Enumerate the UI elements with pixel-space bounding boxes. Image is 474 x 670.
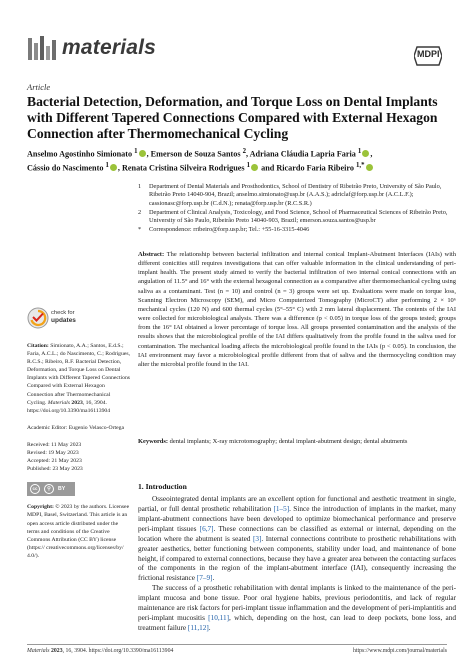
citation-link[interactable]: [6,7]	[199, 524, 214, 533]
editor-block	[27, 424, 131, 432]
orcid-icon[interactable]	[366, 164, 373, 171]
affiliation-mark: 2	[138, 208, 142, 216]
paragraph-text: Osseointegrated dental implants are an excellent option for functional and aesthetic treatment in single, partial, or full dental prosthetic rehabilitation	[138, 495, 456, 513]
cc-by-label: BY	[58, 486, 66, 493]
publisher-name: MDPI	[417, 49, 440, 59]
received-date: Received: 11 May 2023	[27, 441, 82, 448]
check-updates-icon	[27, 307, 49, 329]
cc-icon: cc	[30, 484, 40, 494]
person-icon: ⚲	[44, 484, 54, 494]
paragraph-text: .	[208, 623, 211, 632]
footer-journal: Materials	[27, 648, 50, 654]
author-affil-mark: 1	[134, 148, 138, 155]
orcid-icon[interactable]	[110, 164, 117, 171]
published-date: Published: 23 May 2023	[27, 466, 83, 473]
affiliation-mark: *	[138, 226, 142, 234]
journal-url-link[interactable]: https://www.mdpi.com/journal/materials	[353, 648, 447, 654]
paragraph	[138, 584, 456, 634]
revised-date: Revised: 19 May 2023	[27, 450, 79, 457]
author-list: Anselmo Agostinho Simionato $^1$ , Emerson de Souza Santos $^2$, Adriana Cláudia Lapria Faria $^1$ , Cássio do Nascimento $^1$ , Renata Cristina Silveira Rodrigues $^1$ and Ricardo Faria Ribeiro $^{1,*}$	[27, 148, 373, 173]
author-affil-mark: 1	[105, 162, 109, 170]
author-name[interactable]: Cássio do Nascimento	[27, 163, 106, 173]
author-name[interactable]: , Emerson de Souza Santos	[146, 149, 243, 159]
copyright-label: Copyright:	[27, 504, 54, 511]
paragraph-text: .	[212, 574, 215, 583]
accepted-date: Accepted: 21 May 2023	[27, 458, 82, 465]
orcid-icon[interactable]	[251, 164, 258, 171]
citation-link[interactable]: [10,11]	[208, 614, 230, 623]
orcid-icon[interactable]	[362, 150, 369, 157]
footer-divider	[27, 644, 447, 645]
copyright-text: © 2023 by the authors. Licensee MDPI, Basel, Switzerland. This article is an open access article distributed under the terms and conditions of the Creative Commons Attribution (CC BY) license (https:// creativecommons.org/licenses/by/ 4.0/).	[27, 504, 130, 559]
academic-editor: Academic Editor: Eugenio Velasco-Ortega	[27, 424, 125, 431]
author-affil-mark: 1,*	[356, 162, 365, 170]
abstract	[138, 250, 456, 369]
paragraph	[138, 495, 456, 584]
abstract-text: The relationship between bacterial infiltration and internal conical Implant-Abutment Interfaces (IAIs) with different conicities still requires investigations that can offer valuable information in the clinical understanding of peri-implant health. The present study aimed to verify the bacterial infiltration of two internal conical connections with an angulation of 11.5° and 16° with the external hexagonal connection as a comparative after thermomechanical cycling using saliva as a contaminant. Test (n = 10) and control (n = 3) groups were set up. Evaluations were made on torque loss, Scanning Electron Microscopy (SEM), and Micro Computerized Tomography (MicroCT) after performing 2 × 10⁶ mechanical cycles (120 N) and 600 thermal cycles (5°–55° C) with 2 mm lateral displacement. The contents of the IAI were collected for microbiological analysis. There was a difference (p < 0.05) in torque loss of the groups tested; groups from the 16° IAI obtained a lower percentage of torque loss. All groups presented contamination and the analysis of the results shows that the microbiological profile of the IAI differs qualitatively from the profile found in the saliva used for contamination. The mechanical loading affects the microbiological profile found in the IAIs (p < 0.05). In conclusion, the IAI environment may favor a microbiological profile different from that of saliva and the thermocycling condition may alter the microbial profile found in the IAI.	[138, 251, 456, 368]
check-for-updates-button[interactable]	[27, 307, 87, 331]
orcid-icon[interactable]	[139, 150, 146, 157]
paragraph-text: . Since the introduction of implants in the market, many implant-abutment connections have been developed to optimize biomechanical performance and preserve peri-implant tissues	[138, 504, 456, 533]
cc-license-badge[interactable]	[27, 482, 75, 496]
author-affil-mark: 1	[357, 148, 362, 155]
keywords-label: Keywords:	[138, 438, 169, 445]
section-heading: 1. Introduction	[138, 482, 187, 491]
citation-link[interactable]: [7–9]	[196, 574, 213, 583]
dates-block	[27, 441, 131, 473]
copyright-block	[27, 503, 131, 560]
affiliation-item	[138, 226, 456, 234]
footer-doi[interactable]: , 16, 3904. https://doi.org/10.3390/ma16113904	[62, 648, 174, 654]
article-type: Article	[27, 82, 51, 92]
affiliation-mark: 1	[138, 183, 142, 190]
journal-logo-icon	[27, 34, 57, 62]
paragraph-text: . These connections can be classified as external or internal, depending on the location where the abutment is seated	[138, 524, 457, 543]
citation-volume[interactable]: , 16, 3904. https://doi.org/10.3390/ma16113904	[27, 399, 111, 414]
paragraph-text: , which, depending on the host, can lead to deep pockets, bone loss, and treatment failure	[138, 614, 456, 632]
citation-link[interactable]: [3]	[252, 534, 262, 543]
affiliations	[138, 183, 456, 235]
footer-year: 2023	[51, 648, 63, 654]
author-name[interactable]: and Ricardo Faria Ribeiro	[259, 163, 357, 173]
author-name[interactable]: , Adriana Cláudia Lapria Faria	[245, 149, 358, 159]
author-name[interactable]: , Renata Cristina Silveira Rodrigues	[117, 163, 247, 173]
check-updates-line1: check for	[51, 310, 75, 316]
introduction-body	[138, 495, 456, 634]
article-title: Bacterial Detection, Deformation, and Torque Loss on Dental Implants with Different Tapered Connections Compared with External Hexagon Connection after Thermomechanical Cycling	[27, 94, 438, 141]
author-affil-mark: 1	[246, 162, 251, 170]
affiliation-text: Department of Clinical Analysis, Toxicology, and Food Science, School of Pharmaceutical Sciences of Ribeirão Preto, University of São Paulo, Ribeirão Preto 14040-903, Brazil; emerson.souza.santos@usp.br	[149, 208, 448, 225]
footer-citation	[27, 648, 173, 654]
citation-link[interactable]: [11,12]	[187, 623, 209, 632]
citation-journal: Materials	[47, 399, 70, 406]
affiliation-item	[138, 209, 456, 226]
correspondence-text: Correspondence: rribeiro@forp.usp.br; Tel.: +55-16-3315-4046	[149, 226, 310, 234]
paragraph-text: The success of a prosthetic rehabilitation with dental implants is linked to the maintenance of the peri-implant mucosa and bone tissue. Poor oral hygiene habits, previous periodontitis, and lack of regular maintenance are risk factors for peri-implant tissue inflammation and the development of peri-implantitis and peri-implant mucositis	[138, 584, 456, 623]
paragraph-text: . Internal connections contribute to prosthetic rehabilitations with greater aesthetics, better functioning between components, stability under load, and maintenance of bone height, if compared to external connections, because they have a greater area between the contacting surfaces of the components in the region of the implant-abutment interface (IAI), consequently increasing the frictional resistance	[138, 534, 456, 583]
keywords-text: dental implants; X-ray microtomography; dental implant-abutment design; dental abutments	[169, 438, 408, 445]
abstract-label: Abstract:	[138, 251, 165, 258]
affiliation-text: Department of Dental Materials and Prosthodontics, School of Dentistry of Ribeirão Preto, University of São Paulo, Ribeirão Preto 14040-904, Brazil; anselmo.simionato@usp.br (A.A.S.); adriclaf@forp.usp.br (A.C.L.F.); cassionasc@forp.usp.br (C.d.N.); renata@forp.usp.br (R.C.S.R.)	[149, 183, 442, 207]
affiliation-item	[138, 183, 456, 208]
sidebar-info	[27, 342, 131, 560]
journal-name[interactable]: materials	[62, 36, 157, 59]
check-updates-line2: updates	[51, 317, 76, 324]
citation-text: Simionato, A.A.; Santos, E.d.S.; Faria, A.C.L.; do Nascimento, C.; Rodrigues, R.C.S.; Ribeiro, R.F. Bacterial Detection, Deformation, and Torque Loss on Dental Implants with Different Tapered Connections Compared with External Hexagon Connection after Thermomechanical Cycling.	[27, 343, 131, 406]
author-affil-mark: 2	[242, 148, 246, 155]
author-name[interactable]: Anselmo Agostinho Simionato	[27, 149, 135, 159]
citation-block	[27, 342, 131, 415]
keywords	[138, 437, 456, 446]
citation-link[interactable]: [1–5]	[273, 504, 290, 513]
citation-year: 2023	[71, 399, 83, 406]
citation-label: Citation:	[27, 343, 49, 349]
